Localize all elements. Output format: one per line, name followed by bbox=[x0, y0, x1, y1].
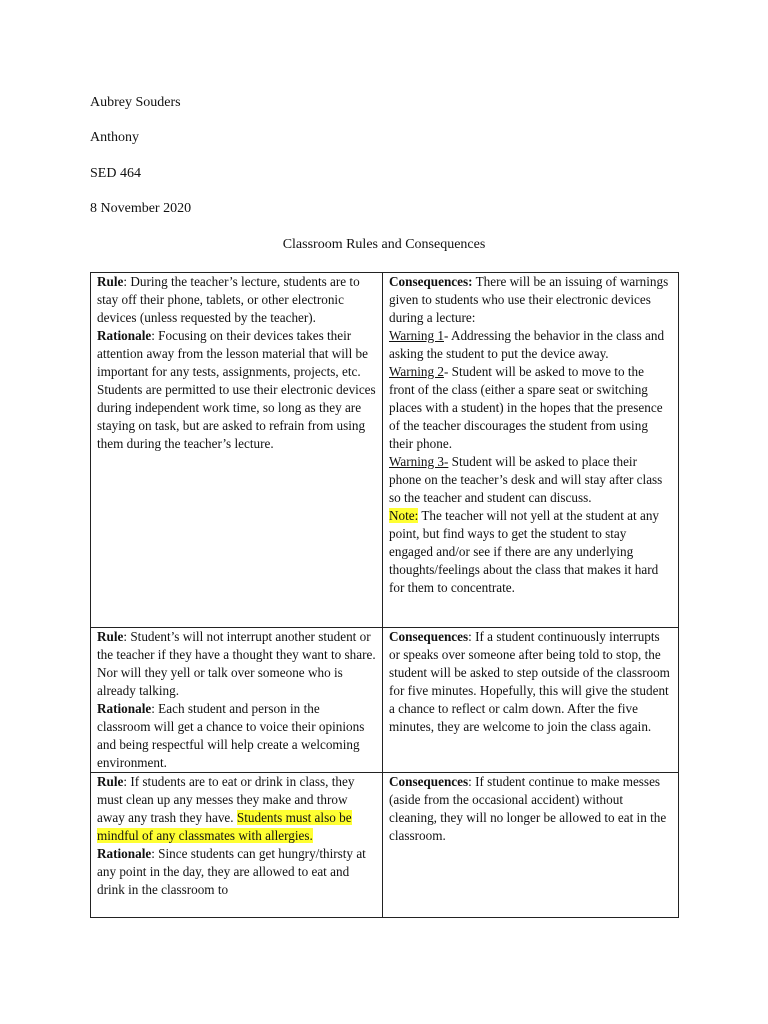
document-title: Classroom Rules and Consequences bbox=[282, 237, 486, 252]
document-date: 8 November 2020 bbox=[90, 201, 192, 216]
rationale-label: Rationale bbox=[97, 846, 152, 861]
consequences-label: Consequences bbox=[389, 629, 469, 644]
rule-text: : If students are to eat or drink in class, they must clean up any messes they make and throw away any trash they have. bbox=[97, 774, 355, 825]
consequences-cell bbox=[383, 628, 679, 773]
table-row bbox=[91, 273, 679, 628]
instructor-name: Anthony bbox=[90, 130, 139, 145]
rationale-text: : Since students can get hungry/thirsty at any point in the day, they are allowed to eat and drink in the classroom to bbox=[97, 846, 366, 897]
rule-cell bbox=[91, 628, 383, 773]
consequences-cell bbox=[383, 273, 679, 628]
rule-label: Rule bbox=[97, 274, 124, 289]
rule-cell bbox=[91, 273, 383, 628]
course-code: SED 464 bbox=[90, 166, 141, 181]
warning-text: Student will be asked to place their phone on the teacher’s desk and will stay after class so the teacher and student can discuss. bbox=[389, 454, 663, 505]
warning-label: Warning 2 bbox=[389, 364, 444, 379]
allergy-highlight: Students must also be mindful of any classmates with allergies. bbox=[97, 810, 352, 843]
consequences-cell bbox=[383, 773, 679, 918]
rule-label: Rule bbox=[97, 774, 124, 789]
consequences-label: Consequences: bbox=[389, 274, 473, 289]
rationale-text: : Focusing on their devices takes their attention away from the lesson material that will be important for any tests, assignments, projects, etc. Students are permitted to use their electronic devices during independent work time, so long as they are staying on task, but are asked to refrain from using them during the teacher’s lecture. bbox=[97, 328, 376, 451]
warning-text: - Addressing the behavior in the class and asking the student to put the device away. bbox=[389, 328, 665, 361]
table-row bbox=[91, 628, 679, 773]
table-row bbox=[91, 773, 679, 918]
student-name: Aubrey Souders bbox=[90, 95, 181, 110]
rationale-label: Rationale bbox=[97, 701, 152, 716]
rule-text: : During the teacher’s lecture, students are to stay off their phone, tablets, or other electronic devices (unless requested by the teacher). bbox=[97, 274, 360, 325]
consequences-text: : If student continue to make messes (aside from the occasional accident) without cleaning, they will no longer be allowed to eat in the classroom. bbox=[389, 774, 667, 843]
rule-text: : Student’s will not interrupt another student or the teacher if they have a thought they want to share. Nor will they yell or talk over someone who is already talking. bbox=[97, 629, 376, 698]
warning-text: - Student will be asked to move to the front of the class (either a spare seat or switching places with a student) in the hopes that the presence of the teacher discourages the student from using their phone. bbox=[389, 364, 663, 451]
note-label: Note: bbox=[389, 508, 419, 523]
consequences-text: There will be an issuing of warnings given to students who use their electronic devices during a lecture: bbox=[389, 274, 669, 325]
rationale-label: Rationale bbox=[97, 328, 152, 343]
warning-label: Warning 3- bbox=[389, 454, 449, 469]
consequences-text: : If a student continuously interrupts or speaks over someone after being told to stop, the student will be asked to step outside of the classroom for five minutes. Hopefully, this will give the student a chance to reflect or calm down. After the five minutes, they are welcome to join the class again. bbox=[389, 629, 670, 734]
warning-label: Warning 1 bbox=[389, 328, 444, 343]
rationale-text: : Each student and person in the classroom will get a chance to voice their opinions and being respectful will help create a welcoming environment. bbox=[97, 701, 365, 770]
note-text: The teacher will not yell at the student at any point, but find ways to get the student to stay engaged and/or see if there are any underlying thoughts/feelings about the class that makes it hard for them to concentrate. bbox=[389, 508, 660, 595]
rule-cell bbox=[91, 773, 383, 918]
rules-table bbox=[90, 272, 679, 918]
consequences-label: Consequences bbox=[389, 774, 469, 789]
rule-label: Rule bbox=[97, 629, 124, 644]
